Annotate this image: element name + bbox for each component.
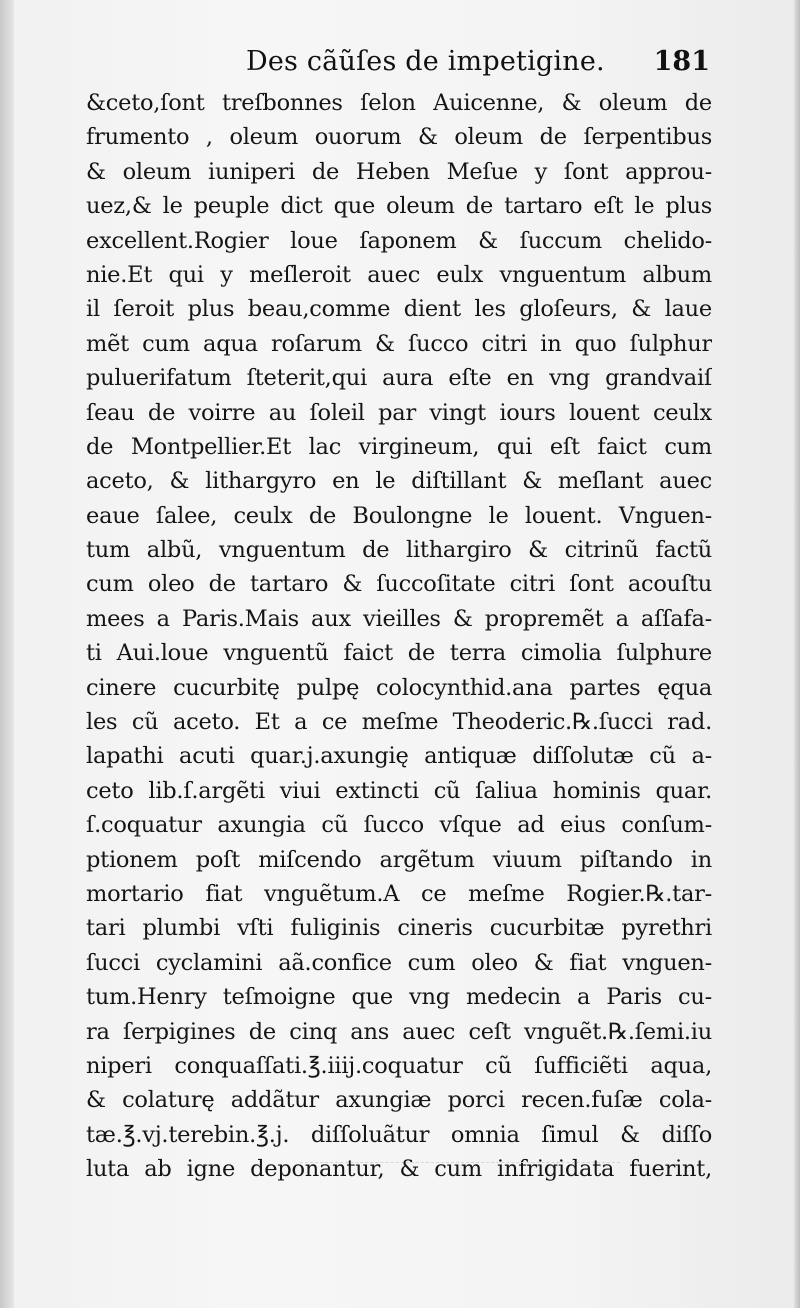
text-line: puluerifatum ſteterit,qui aura eſte en vng grandvaiſ [86, 365, 712, 392]
text-line: excellent.Rogier loue ſaponem & ſuccum chelido- [86, 227, 712, 254]
page-number: 181 [653, 46, 710, 77]
text-line: ſ.coquatur axungia cũ ſucco vſque ad eius conſum- [86, 812, 712, 839]
text-line: tæ.℥.vj.terebin.℥.j. diſſoluãtur omnia ſimul & diſſo [86, 1121, 712, 1148]
text-line: ſucci cyclamini aã.confice cum oleo & fiat vnguen- [86, 949, 712, 976]
text-line: nie.Et qui y meſleroit auec eulx vnguentum album [86, 261, 712, 288]
text-line: ptionem poſt miſcendo argẽtum viuum piſtando in [86, 846, 712, 873]
text-line: cum oleo de tartaro & ſuccoſitate citri ſont acouſtu [86, 571, 712, 598]
text-line: de Montpellier.Et lac virgineum, qui eſt faict cum [86, 433, 712, 460]
text-line: & colaturę addãtur axungiæ porci recen.fuſæ cola- [86, 1087, 712, 1114]
text-line: aceto, & lithargyro en le diſtillant & meſlant auec [86, 468, 712, 495]
text-line: eaue ſalee, ceulx de Boulongne le louent. Vnguen- [86, 502, 712, 529]
text-line: niperi conquaſſati.℥.iiij.coquatur cũ ſufficiẽti aqua, [86, 1052, 712, 1079]
text-line: tari plumbi vſti fuliginis cineris cucurbitæ pyrethri [86, 915, 712, 942]
text-line: mortario fiat vnguẽtum.A ce meſme Rogier.℞.tar- [86, 880, 712, 907]
spine-shadow [0, 0, 14, 1308]
running-title: Des cãũſes de impetigine. [246, 46, 605, 77]
text-line: frumento , oleum ouorum & oleum de ſerpentibus [86, 124, 712, 151]
text-line: tum.Henry teſmoigne que vng medecin a Paris cu- [86, 984, 712, 1011]
page-bottom-rule [300, 1162, 620, 1163]
text-line: ra ſerpigines de cinq ans auec ceſt vnguẽt.℞.ſemi.iu [86, 1018, 712, 1045]
text-line: mẽt cum aqua roſarum & ſucco citri in quo ſulphur [86, 330, 712, 357]
text-line: ti Aui.loue vnguentũ faict de terra cimolia ſulphure [86, 640, 712, 667]
text-line: &ceto,ſont treſbonnes ſelon Auicenne, & oleum de [86, 90, 712, 116]
text-line: ceto lib.ſ.argẽti viui extincti cũ ſaliua hominis quar. [86, 777, 712, 804]
text-line: luta ab igne deponantur, & cum infrigidata fuerint, [86, 1156, 712, 1183]
text-line: & oleum iuniperi de Heben Meſue y ſont approu- [86, 158, 712, 185]
text-block [86, 86, 712, 1187]
text-line: uez,& le peuple dict que oleum de tartaro eſt le plus [86, 193, 712, 220]
text-line: cinere cucurbitę pulpę colocynthid.ana partes ęqua [86, 674, 712, 701]
text-line: ſeau de voirre au ſoleil par vingt iours louent ceulx [86, 399, 712, 426]
text-line: il ſeroit plus beau,comme dient les gloſeurs, & laue [86, 296, 712, 323]
running-head [246, 42, 716, 82]
text-line: les cũ aceto. Et a ce meſme Theoderic.℞.ſucci rad. [86, 709, 712, 736]
text-line: lapathi acuti quar.j.axungię antiquæ diſſolutæ cũ a- [86, 743, 712, 770]
text-line: tum albũ, vnguentum de lithargiro & citrinũ factũ [86, 537, 712, 564]
page-edge [794, 0, 800, 1308]
text-line: mees a Paris.Mais aux vieilles & propremẽt a aſſafa- [86, 605, 712, 632]
